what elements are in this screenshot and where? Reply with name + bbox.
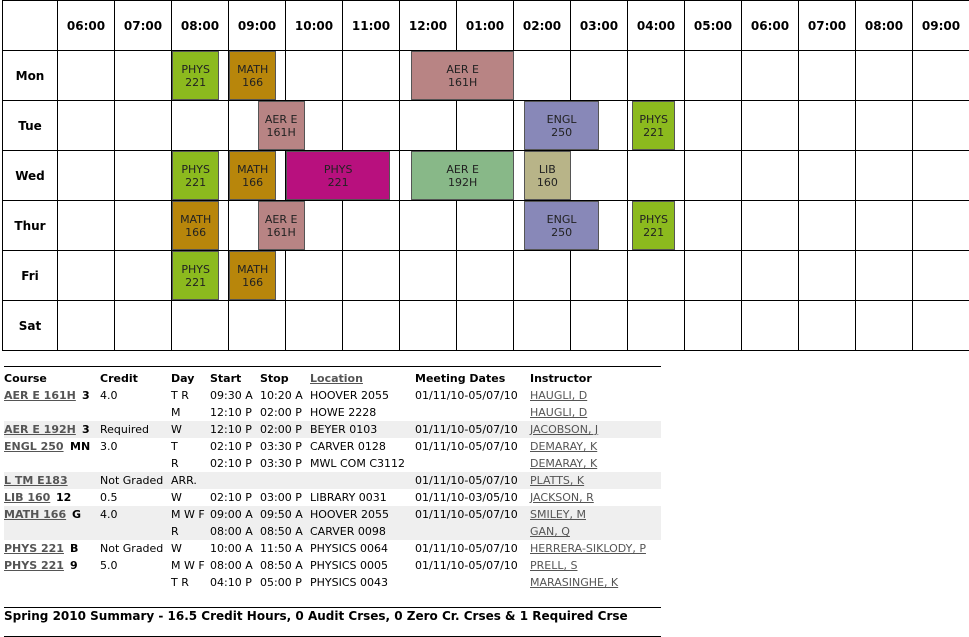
cell-day: T [171,440,178,453]
course-block-number: 250 [551,225,573,239]
time-slot [570,50,628,101]
cell-credit: 3.0 [100,440,118,453]
day-label: Tue [2,100,58,151]
time-slot [171,300,229,351]
course-block-subject: PHYS [639,212,668,226]
cell-day: M [171,406,181,419]
header-dates: Meeting Dates [415,372,506,385]
hour-header: 04:00 [627,0,685,51]
header-day: Day [171,372,195,385]
course-row [4,506,661,523]
course-block-subject: PHYS [181,62,210,76]
time-slot [342,100,400,151]
time-slot [798,150,856,201]
course-row [4,489,661,506]
cell-location: PHYSICS 0043 [310,576,389,589]
time-slot [741,300,799,351]
cell-location: MWL COM C3112 [310,457,405,470]
course-block[interactable] [411,51,514,100]
time-slot [456,200,514,251]
course-block-subject: PHYS [639,112,668,126]
time-slot [114,150,172,201]
cell-day: M W F [171,559,205,572]
cell-day: W [171,542,182,555]
cell-start: 12:10 P [210,406,252,419]
course-block-number: 250 [551,125,573,139]
course-link[interactable]: PHYS 221 [4,542,64,555]
time-slot [456,300,514,351]
course-block-subject: MATH [237,262,269,276]
course-block[interactable] [229,251,276,300]
divider [4,607,661,608]
course-block[interactable] [632,201,675,250]
course-block-number: 221 [643,125,665,139]
course-row [4,540,661,557]
time-slot [741,50,799,101]
instructor-link[interactable]: JACKSON, R [530,491,594,504]
time-slot [741,100,799,151]
course-block-subject: AER E [446,162,479,176]
time-slot [285,300,343,351]
cell-credit: Not Graded [100,542,164,555]
instructor-link[interactable]: PRELL, S [530,559,578,572]
section-number: B [70,542,79,555]
course-block[interactable] [411,151,514,200]
course-block-number: 161H [266,225,296,239]
cell-stop: 11:50 A [260,542,303,555]
time-slot [855,150,913,201]
instructor-link[interactable]: GAN, Q [530,525,570,538]
time-slot [114,50,172,101]
instructor-link[interactable]: JACOBSON, J [530,423,599,436]
instructor-link[interactable]: HAUGLI, D [530,406,588,419]
time-slot [912,50,969,101]
course-block-subject: PHYS [181,262,210,276]
instructor-link[interactable]: HAUGLI, D [530,389,588,402]
day-label: Thur [2,200,58,251]
cell-start: 02:10 P [210,457,252,470]
course-block-number: 221 [185,75,207,89]
cell-credit: 5.0 [100,559,118,572]
course-row [4,523,661,540]
cell-start: 02:10 P [210,440,252,453]
time-slot [855,200,913,251]
cell-day: ARR. [171,474,197,487]
cell-day: W [171,491,182,504]
day-label: Wed [2,150,58,201]
time-slot [57,150,115,201]
time-slot [285,50,343,101]
header-instructor: Instructor [530,372,592,385]
cell-dates: 01/11/10-05/07/10 [415,474,518,487]
cell-location: PHYSICS 0005 [310,559,389,572]
course-block[interactable] [524,151,571,200]
course-link[interactable]: AER E 192H [4,423,76,436]
time-slot [570,300,628,351]
time-slot [399,250,457,301]
cell-dates: 01/11/10-03/05/10 [415,491,518,504]
time-slot [513,300,571,351]
header-credit: Credit [100,372,138,385]
header-location[interactable]: Location [310,372,363,385]
time-slot [456,250,514,301]
section-number: 3 [82,423,90,436]
cell-stop: 02:00 P [260,423,302,436]
hour-header: 09:00 [912,0,969,51]
day-label: Fri [2,250,58,301]
time-slot [627,50,685,101]
cell-start: 12:10 P [210,423,252,436]
cell-dates: 01/11/10-05/07/10 [415,559,518,572]
time-slot [570,150,628,201]
cell-start: 10:00 A [210,542,253,555]
cell-start: 09:00 A [210,508,253,521]
time-slot [741,250,799,301]
course-list-header [4,366,661,383]
instructor-link[interactable]: HERRERA-SIKLODY, P [530,542,646,555]
time-slot [513,50,571,101]
course-block[interactable] [172,51,219,100]
cell-location: PHYSICS 0064 [310,542,389,555]
time-slot [627,250,685,301]
time-slot [456,100,514,151]
course-link[interactable]: MATH 166 [4,508,67,521]
cell-location: HOWE 2228 [310,406,377,419]
course-block[interactable] [172,151,219,200]
cell-start: 09:30 A [210,389,253,402]
course-row [4,421,661,438]
cell-start: 02:10 P [210,491,252,504]
section-number: 12 [56,491,72,504]
course-block-subject: ENGL [546,112,577,126]
time-slot [570,250,628,301]
hour-header: 09:00 [228,0,286,51]
hour-header: 06:00 [741,0,799,51]
hour-header: 10:00 [285,0,343,51]
cell-credit: Required [100,423,149,436]
cell-start: 04:10 P [210,576,252,589]
course-link[interactable]: AER E 161H [4,389,76,402]
course-block-number: 166 [242,275,264,289]
cell-location: LIBRARY 0031 [310,491,387,504]
course-row [4,438,661,455]
course-block[interactable] [258,101,305,150]
time-slot [57,200,115,251]
course-link[interactable]: LIB 160 [4,491,51,504]
course-block-number: 166 [185,225,207,239]
grid-corner [2,0,58,51]
course-block-subject: MATH [237,62,269,76]
time-slot [798,100,856,151]
cell-dates: 01/11/10-05/07/10 [415,542,518,555]
section-number: 9 [70,559,78,572]
course-block-number: 221 [185,175,207,189]
course-block-number: 221 [185,275,207,289]
course-block[interactable] [632,101,675,150]
cell-dates: 01/11/10-05/07/10 [415,508,518,521]
cell-location: CARVER 0098 [310,525,386,538]
cell-credit: 0.5 [100,491,118,504]
time-slot [114,250,172,301]
time-slot [399,300,457,351]
hour-header: 08:00 [171,0,229,51]
time-slot [912,100,969,151]
header-stop: Stop [260,372,289,385]
cell-day: T R [171,389,189,402]
time-slot [684,300,742,351]
time-slot [684,200,742,251]
cell-stop: 03:30 P [260,457,302,470]
time-slot [855,100,913,151]
course-block[interactable] [172,251,219,300]
cell-location: HOOVER 2055 [310,508,390,521]
cell-day: R [171,525,179,538]
course-block[interactable] [524,201,600,250]
time-slot [912,200,969,251]
time-slot [57,50,115,101]
course-row [4,404,661,421]
time-slot [57,100,115,151]
time-slot [684,50,742,101]
section-number: G [72,508,82,521]
time-slot [912,150,969,201]
time-slot [342,50,400,101]
day-label: Sat [2,300,58,351]
hour-header: 12:00 [399,0,457,51]
course-block-number: 166 [242,175,264,189]
cell-dates: 01/11/10-05/07/10 [415,440,518,453]
course-block[interactable] [229,151,276,200]
course-row [4,387,661,404]
course-block-subject: PHYS [181,162,210,176]
time-slot [228,300,286,351]
time-slot [741,200,799,251]
cell-day: W [171,423,182,436]
cell-day: T R [171,576,189,589]
time-slot [684,150,742,201]
cell-stop: 08:50 A [260,525,303,538]
cell-location: HOOVER 2055 [310,389,390,402]
time-slot [627,300,685,351]
course-block-number: 192H [448,175,478,189]
course-block[interactable] [172,201,219,250]
course-row [4,455,661,472]
cell-stop: 05:00 P [260,576,302,589]
cell-stop: 08:50 A [260,559,303,572]
course-block[interactable] [524,101,600,150]
time-slot [855,250,913,301]
hour-header: 11:00 [342,0,400,51]
time-slot [285,250,343,301]
time-slot [684,100,742,151]
time-slot [399,200,457,251]
time-slot [114,200,172,251]
instructor-link[interactable]: PLATTS, K [530,474,585,487]
cell-credit: 4.0 [100,508,118,521]
cell-stop: 09:50 A [260,508,303,521]
cell-location: BEYER 0103 [310,423,378,436]
section-number: MN [70,440,91,453]
cell-location: CARVER 0128 [310,440,386,453]
course-block-subject: LIB [538,162,556,176]
cell-stop: 03:30 P [260,440,302,453]
time-slot [57,300,115,351]
course-row [4,557,661,574]
time-slot [798,250,856,301]
course-block-subject: AER E [264,112,298,126]
time-slot [798,300,856,351]
time-slot [912,250,969,301]
course-row [4,574,661,591]
course-link[interactable]: L TM E183 [4,474,68,487]
time-slot [57,250,115,301]
time-slot [114,100,172,151]
header-start: Start [210,372,242,385]
hour-header: 03:00 [570,0,628,51]
time-slot [627,150,685,201]
day-label: Mon [2,50,58,101]
course-block-subject: ENGL [546,212,577,226]
hour-header: 06:00 [57,0,115,51]
instructor-link[interactable]: SMILEY, M [530,508,586,521]
time-slot [855,300,913,351]
time-slot [798,200,856,251]
hour-header: 07:00 [114,0,172,51]
cell-dates: 01/11/10-05/07/10 [415,389,518,402]
course-block-number: 161H [448,75,478,89]
course-block-subject: MATH [237,162,269,176]
hour-header: 02:00 [513,0,571,51]
section-number: 3 [82,389,90,402]
time-slot [171,100,229,151]
course-block-number: 221 [327,175,349,189]
cell-start: 08:00 A [210,525,253,538]
time-slot [798,50,856,101]
time-slot [399,100,457,151]
course-block[interactable] [286,151,390,200]
time-slot [342,200,400,251]
time-slot [114,300,172,351]
header-course: Course [4,372,47,385]
time-slot [855,50,913,101]
hour-header: 01:00 [456,0,514,51]
time-slot [912,300,969,351]
time-slot [342,300,400,351]
cell-stop: 03:00 P [260,491,302,504]
course-block-subject: AER E [264,212,298,226]
course-link[interactable]: PHYS 221 [4,559,64,572]
course-block-number: 161H [266,125,296,139]
instructor-link[interactable]: MARASINGHE, K [530,576,619,589]
hour-header: 05:00 [684,0,742,51]
course-block[interactable] [229,51,276,100]
cell-stop: 02:00 P [260,406,302,419]
course-block-subject: AER E [446,62,479,76]
time-slot [342,250,400,301]
cell-day: M W F [171,508,205,521]
cell-credit: Not Graded [100,474,164,487]
cell-start: 08:00 A [210,559,253,572]
course-link[interactable]: ENGL 250 [4,440,64,453]
term-summary: Spring 2010 Summary - 16.5 Credit Hours, 0 Audit Crses, 0 Zero Cr. Crses & 1 Required Crse [4,609,628,623]
course-block-subject: MATH [180,212,212,226]
course-block-number: 221 [643,225,665,239]
cell-dates: 01/11/10-05/07/10 [415,423,518,436]
time-slot [684,250,742,301]
course-block-subject: PHYS [323,162,353,176]
course-block-number: 166 [242,75,264,89]
cell-day: R [171,457,179,470]
course-block[interactable] [258,201,305,250]
cell-credit: 4.0 [100,389,118,402]
time-slot [513,250,571,301]
cell-stop: 10:20 A [260,389,303,402]
time-slot [741,150,799,201]
hour-header: 08:00 [855,0,913,51]
instructor-link[interactable]: DEMARAY, K [530,440,598,453]
course-row [4,472,661,489]
instructor-link[interactable]: DEMARAY, K [530,457,598,470]
hour-header: 07:00 [798,0,856,51]
weekly-schedule-grid [2,0,964,352]
course-block-number: 160 [536,175,558,189]
